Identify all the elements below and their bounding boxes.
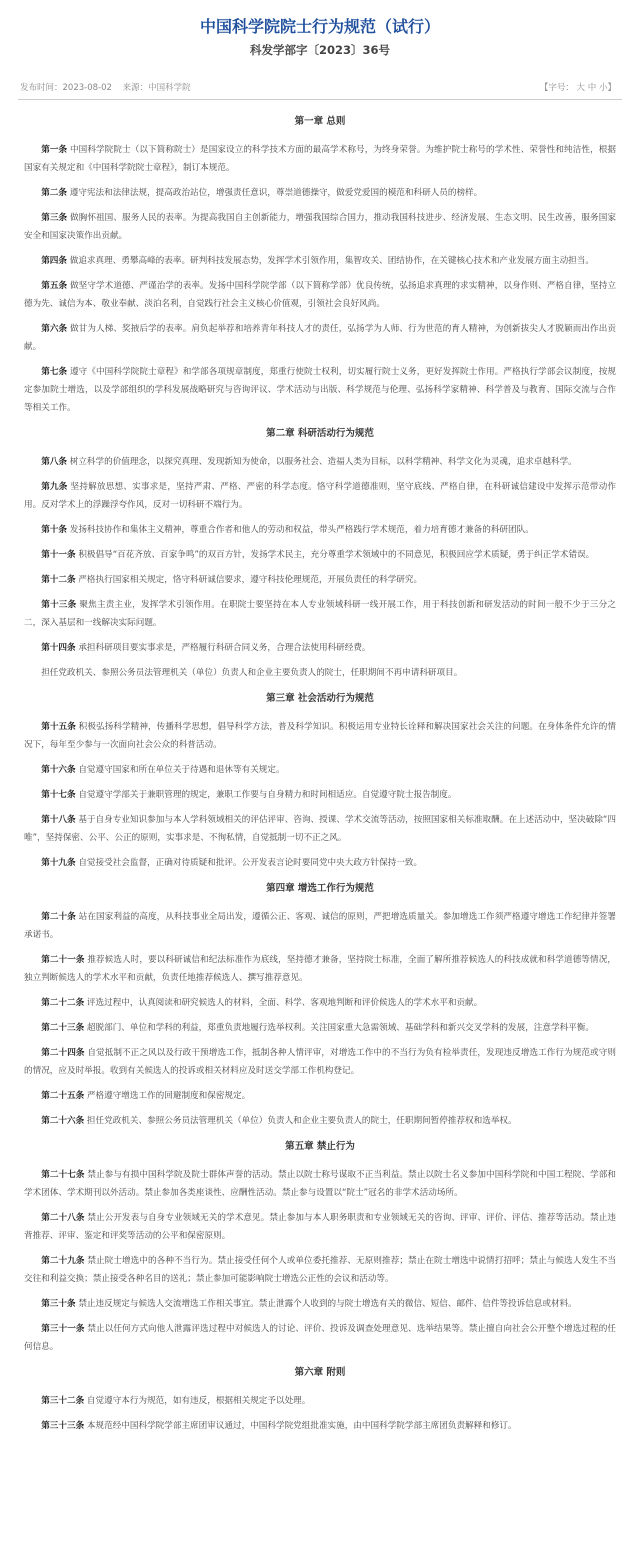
article-number: 第十七条 <box>41 790 76 800</box>
article-text: 禁止违反规定与候选人交流增选工作相关事宜。禁止泄露个人收到的与院士增选有关的微信、短信、邮件、信件等投诉信息或材料。 <box>78 1299 577 1309</box>
article-number: 第六条 <box>41 324 68 334</box>
article <box>24 320 616 356</box>
article <box>24 994 616 1012</box>
article-number: 第五条 <box>41 281 68 291</box>
article-text: 发扬科技协作和集体主义精神，尊重合作者和他人的劳动和权益，带头严格践行学术规范，着力培育德才兼备的科研团队。 <box>69 525 534 535</box>
article-text: 遵守宪法和法律法规，提高政治站位，增强责任意识，尊崇道德操守，做爱党爱国的模范和科研人员的榜样。 <box>69 188 483 198</box>
article-text: 做追求真理、勇攀高峰的表率。研判科技发展态势，发挥学术引领作用，集智攻关、团结协作，在关键核心技术和产业发展方面主动担当。 <box>69 256 594 266</box>
article-text: 聚焦主责主业，发挥学术引领作用。在职院士要坚持在本人专业领域科研一线开展工作，用于科技创新和研发活动的时间一般不少于三分之二，深入基层和一线解决实际问题。 <box>24 600 616 628</box>
article <box>24 1320 616 1356</box>
article-number: 第二十五条 <box>41 1091 85 1101</box>
article <box>24 854 616 872</box>
article <box>24 252 616 270</box>
article-text: 做胸怀祖国、服务人民的表率。为提高我国自主创新能力，增强我国综合国力，推动我国科技进步、经济发展、生态文明、民生改善，服务国家安全和国家决策作出贡献。 <box>24 213 616 241</box>
article <box>24 1112 616 1130</box>
article-number: 第二十七条 <box>41 1170 85 1180</box>
article <box>24 209 616 245</box>
article-number: 第三十一条 <box>41 1324 85 1334</box>
article-number: 第二条 <box>41 188 67 198</box>
article-number: 第二十条 <box>41 912 76 922</box>
article <box>24 951 616 987</box>
page-title: 中国科学院院士行为规范（试行） <box>199 17 440 36</box>
article-number: 第七条 <box>41 367 68 377</box>
article <box>24 1087 616 1105</box>
article <box>24 1295 616 1313</box>
article <box>24 521 616 539</box>
article-text: 自觉接受社会监督，正确对待质疑和批评。公开发表言论时要同党中央大政方针保持一致。 <box>78 858 423 868</box>
article <box>24 184 616 202</box>
article-text: 自觉遵守学部关于兼职管理的规定，兼职工作要与自身精力和时间相适应。自觉遵守院士报告制度。 <box>78 790 457 800</box>
article <box>24 478 616 514</box>
document-header <box>0 0 640 59</box>
article <box>24 664 616 682</box>
article <box>24 571 616 589</box>
article-text: 禁止院士增选中的各种不当行为。禁止接受任何个人或单位委托推荐、无原则推荐；禁止在院士增选中说情打招呼；禁止与候选人发生不当交往和利益交换；禁止接受各种名目的送礼；禁止参加可能影响院士增选公正性的会议和活动等。 <box>24 1256 616 1284</box>
article-number: 第二十九条 <box>41 1256 85 1266</box>
font-size-bracket-close: 】 <box>607 83 616 93</box>
article <box>24 1166 616 1202</box>
article-number: 第十三条 <box>41 600 77 610</box>
article <box>24 786 616 804</box>
article-text: 严格执行国家相关规定，恪守科研诚信要求，遵守科技伦理规范，开展负责任的科学研究。 <box>78 575 423 585</box>
article-number: 第十九条 <box>41 858 76 868</box>
article-text: 积极弘扬科学精神，传播科学思想，倡导科学方法，普及科学知识。积极运用专业特长诠释和解决国家社会关注的问题。在身体条件允许的情况下，每年至少参与一次面向社会公众的科普活动。 <box>24 722 616 750</box>
article <box>24 811 616 847</box>
article-number: 第三十二条 <box>41 1396 85 1406</box>
article-text: 推荐候选人时，要以科研诚信和纪法标准作为底线，坚持德才兼备，坚持院士标准，全面了解所推荐候选人的科技成就和科学道德等情况，独立判断候选人的学术水平和贡献，负责任地推荐候选人、撰写推荐意见。 <box>24 955 616 983</box>
chapter-title: 第四章 增选工作行为规范 <box>266 883 374 894</box>
meta-bar <box>18 77 622 100</box>
article-text: 坚持解放思想、实事求是，坚持严肃、严格、严密的科学态度。恪守科学道德准则，坚守底线、严格自律，在科研诚信建设中发挥示范带动作用。反对学术上的浮躁浮夸作风，反对一切科研不端行为。 <box>24 482 616 510</box>
article-text: 遵守《中国科学院院士章程》和学部各项规章制度，郑重行使院士权利，切实履行院士义务，更好发挥院士作用。严格执行学部会议制度，按规定参加院士增选，以及学部组织的学科发展战略研究与咨询评议、学术活动与出版、科学规范与伦理、弘扬科学家精神、科学普及与教育、国际交流与合作等相关工作。 <box>24 367 616 413</box>
article <box>24 718 616 754</box>
article-number: 第二十四条 <box>41 1048 85 1058</box>
source: 来源：中国科学院 <box>122 83 191 93</box>
article-number: 第二十三条 <box>41 1023 85 1033</box>
article-number: 第十二条 <box>41 575 76 585</box>
font-size-label: 【字号： <box>539 83 574 93</box>
font-size-switcher <box>540 81 616 93</box>
chapter-title: 第五章 禁止行为 <box>285 1141 355 1152</box>
article-number: 第十五条 <box>41 722 76 732</box>
article <box>24 546 616 564</box>
article-number: 第十四条 <box>41 643 76 653</box>
article-text: 做坚守学术道德、严谨治学的表率。发扬中国科学院学部（以下简称学部）优良传统，弘扬追求真理的求实精神，以身作则、严格自律，坚持立德为先、诚信为本、敬业奉献、淡泊名利，自觉践行社会主义核心价值观，引领社会良好风尚。 <box>24 281 616 309</box>
article-text: 承担科研项目要实事求是，严格履行科研合同义务，合理合法使用科研经费。 <box>78 643 371 653</box>
article-number: 第三条 <box>41 213 68 223</box>
article-text: 站在国家利益的高度，从科技事业全局出发，遵循公正、客观、诚信的原则，严把增选质量关。参加增选工作须严格遵守增选工作纪律并签署承诺书。 <box>24 912 616 940</box>
article-text: 积极倡导“百花齐放、百家争鸣”的双百方针，发扬学术民主，充分尊重学术领域中的不同意见，积极回应学术质疑，勇于纠正学术错误。 <box>78 550 595 560</box>
article-number: 第二十二条 <box>41 998 85 1008</box>
article-text: 禁止以任何方式向他人泄露评选过程中对候选人的讨论、评价、投诉及调查处理意见、选举结果等。禁止擅自向社会公开整个增选过程的任何信息。 <box>24 1324 616 1352</box>
article-text: 中国科学院院士（以下简称院士）是国家设立的科学技术方面的最高学术称号，为终身荣誉。为维护院士称号的学术性、荣誉性和纯洁性，根据国家有关规定和《中国科学院院士章程》，制订本规范。 <box>24 145 616 173</box>
article <box>24 596 616 632</box>
chapter-title: 第三章 社会活动行为规范 <box>266 693 374 704</box>
meta-info <box>20 81 199 93</box>
article-number: 第十条 <box>41 525 67 535</box>
article-text: 超脱部门、单位和学科的利益，郑重负责地履行选举权利。关注国家重大急需领域、基础学科和新兴交叉学科的发展，注意学科平衡。 <box>86 1023 594 1033</box>
article-number: 第八条 <box>41 457 67 467</box>
article-number: 第二十一条 <box>41 955 85 965</box>
article-number: 第九条 <box>41 482 68 492</box>
article <box>24 761 616 779</box>
article-text: 评选过程中，认真阅读和研究候选人的材料，全面、科学、客观地判断和评价候选人的学术水平和贡献。 <box>86 998 483 1008</box>
article <box>24 1209 616 1245</box>
article-text: 自觉遵守国家和所在单位关于待遇和退休等有关规定。 <box>78 765 285 775</box>
article-text: 自觉抵制不正之风以及行政干预增选工作，抵制各种人情评审，对增选工作中的不当行为负有检举责任，发现违反增选工作行为规范或守则的情况，应及时举报。收到有关候选人的投诉或相关材料应及时送交学部工作机构登记。 <box>24 1048 616 1076</box>
article-text: 担任党政机关、参照公务员法管理机关（单位）负责人和企业主要负责人的院士，任职期间不再申请科研项目。 <box>41 668 463 678</box>
chapter-title: 第六章 附则 <box>294 1367 346 1378</box>
article <box>24 1392 616 1410</box>
font-size-medium-link[interactable]: 中 <box>587 83 597 93</box>
article <box>24 639 616 657</box>
article <box>24 1252 616 1288</box>
article-number: 第十一条 <box>41 550 76 560</box>
article-number: 第十六条 <box>41 765 76 775</box>
article-number: 第二十八条 <box>41 1213 85 1223</box>
article <box>24 363 616 417</box>
article-number: 第三十三条 <box>41 1421 85 1431</box>
article-number: 第二十六条 <box>41 1116 85 1126</box>
publish-time: 发布时间：2023-08-02 <box>20 83 112 93</box>
article-text: 严格遵守增选工作的回避制度和保密规定。 <box>86 1091 251 1101</box>
article-number: 第一条 <box>41 145 68 155</box>
article-text: 树立科学的价值理念，以探究真理、发现新知为使命，以服务社会、造福人类为目标，以科学精神、科学文化为灵魂，追求卓越科学。 <box>69 457 577 467</box>
article <box>24 1019 616 1037</box>
article-text: 基于自身专业知识参加与本人学科领域相关的评估评审、咨询、授课、学术交流等活动，按照国家相关标准取酬。在上述活动中，坚决破除“四唯”，坚持保密、公平、公正的原则，实事求是、不徇私情，自觉抵制一切不正之风。 <box>24 815 616 843</box>
article-number: 第十八条 <box>41 815 76 825</box>
chapter-title: 第二章 科研活动行为规范 <box>266 428 374 439</box>
font-size-large-link[interactable]: 大 <box>576 83 586 93</box>
article-text: 自觉遵守本行为规范，如有违反，根据相关规定予以处理。 <box>86 1396 311 1406</box>
article-text: 本规范经中国科学院学部主席团审议通过，中国科学院党组批准实施，由中国科学院学部主席团负责解释和修订。 <box>86 1421 517 1431</box>
chapter-title: 第一章 总则 <box>294 116 346 127</box>
article-text: 担任党政机关、参照公务员法管理机关（单位）负责人和企业主要负责人的院士，任职期间暂停推荐权和选举权。 <box>86 1116 517 1126</box>
article <box>24 453 616 471</box>
article-text: 做甘为人梯、奖掖后学的表率。肩负起举荐和培养青年科技人才的责任，弘扬学为人师、行为世范的育人精神，为创新拔尖人才脱颖而出作出贡献。 <box>24 324 616 352</box>
article <box>24 1044 616 1080</box>
article <box>24 277 616 313</box>
article <box>24 1417 616 1435</box>
article-text: 禁止公开发表与自身专业领域无关的学术意见。禁止参加与本人职务职责和专业领域无关的咨询、评审、评价、评估、推荐等活动。禁止违背推荐、评审、鉴定和评奖等活动的公平和保密原则。 <box>24 1213 616 1241</box>
article <box>24 141 616 177</box>
document-body <box>0 115 640 1435</box>
article-number: 第三十条 <box>41 1299 76 1309</box>
document-number: 科发学部字〔2023〕36号 <box>249 43 390 57</box>
article-text: 禁止参与有损中国科学院及院士群体声誉的活动。禁止以院士称号谋取不正当利益。禁止以院士名义参加中国科学院和中国工程院、学部和学术团体、学术期刊以外活动。禁止参加各类座谈性、应酬性活动。禁止参与设置以“院士”冠名的非学术活动场所。 <box>24 1170 616 1198</box>
article <box>24 908 616 944</box>
font-size-small-link[interactable]: 小 <box>598 83 608 93</box>
article-number: 第四条 <box>41 256 67 266</box>
